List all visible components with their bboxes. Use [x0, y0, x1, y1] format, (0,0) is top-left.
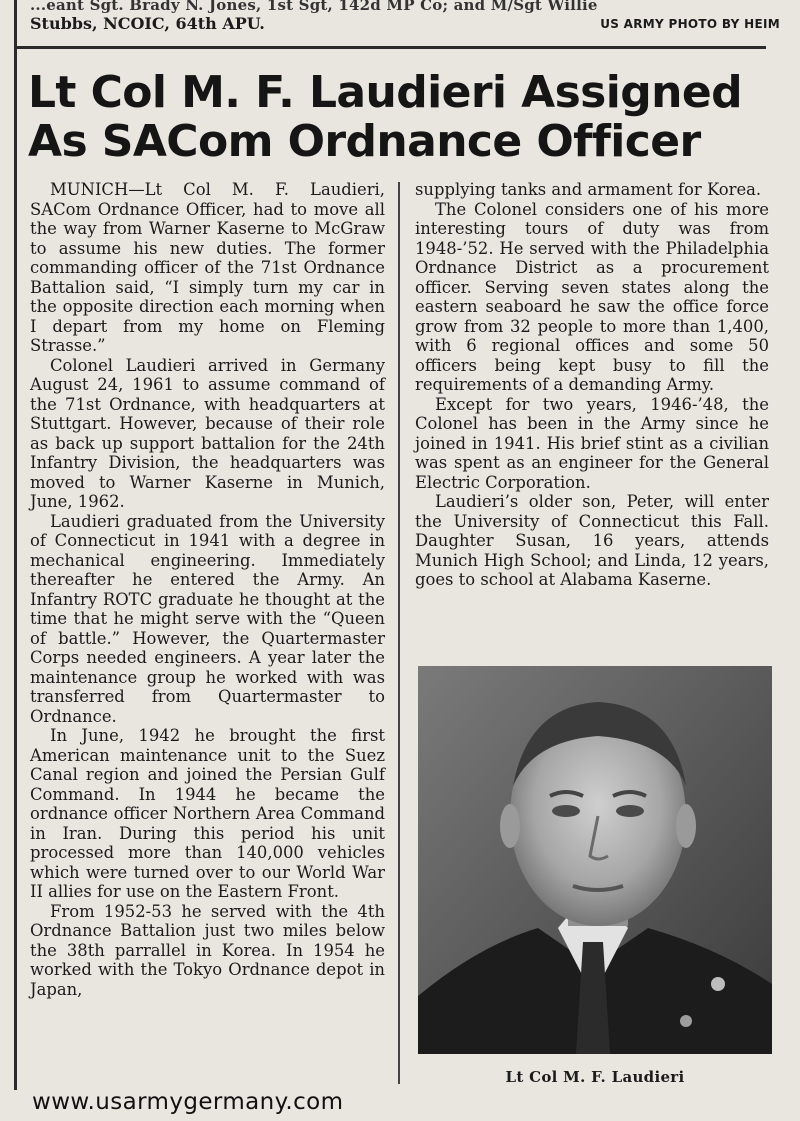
previous-photo-caption	[30, 0, 790, 36]
headline-line-2: As SACom Ordnance Officer	[28, 116, 701, 167]
caption-line-1: ...eant Sgt. Brady N. Jones, 1st Sgt, 142d MP Co; and M/Sgt Willie	[30, 0, 598, 14]
portrait-photo	[418, 666, 772, 1054]
photo-credit: US ARMY PHOTO BY HEIM	[600, 17, 780, 31]
paragraph: Colonel Laudieri arrived in Germany August 24, 1961 to assume command of the 71st Ordnance, with headquarters at Stuttgart. However, because of their role as back up support battalion for the 24th Infantry Division, the headquarters was moved to Warner Kaserne in Munich, June, 1962.	[30, 355, 385, 511]
paragraph: Laudieri graduated from the University of Connecticut in 1941 with a degree in mechanical engineering. Immediately thereafter he entered the Army. An Infantry ROTC graduate he thought at the time that he might serve with the “Queen of battle.” However, the Quartermaster Corps needed engineers. A year later the maintenance group he worked with was transferred from Quartermaster to Ordnance.	[30, 511, 385, 726]
article-right-column	[415, 180, 769, 590]
portrait-illustration	[418, 666, 772, 1054]
paragraph: Except for two years, 1946-’48, the Colonel has been in the Army since he joined in 1941. His brief stint as a civilian was spent as an engineer for the General Electric Corporation.	[415, 394, 769, 492]
article-left-column	[30, 180, 385, 999]
paragraph: supplying tanks and armament for Korea.	[415, 180, 762, 199]
site-watermark: www.usarmygermany.com	[32, 1089, 344, 1115]
section-divider	[14, 46, 766, 49]
paragraph: From 1952-53 he served with the 4th Ordnance Battalion just two miles below the 38th parrallel in Korea. In 1954 he worked with the Tokyo Ordnance depot in Japan,	[30, 901, 385, 999]
photo-caption: Lt Col M. F. Laudieri	[505, 1068, 685, 1086]
caption-line-2: Stubbs, NCOIC, 64th APU.	[30, 14, 265, 33]
column-rule	[398, 182, 400, 1084]
paragraph: Laudieri’s older son, Peter, will enter the University of Connecticut this Fall. Daughter Susan, 16 years, attends Munich High School; and Linda, 12 years, goes to school at Alabama Kaserne.	[415, 492, 769, 589]
paragraph: MUNICH—Lt Col M. F. Laudieri, SACom Ordnance Officer, had to move all the way from Warner Kaserne to McGraw to assume his new duties. The former commanding officer of the 71st Ordnance Battalion said, “I simply turn my car in the opposite direction each morning when I depart from my home on Fleming Strasse.”	[30, 180, 385, 355]
headline-line-1: Lt Col M. F. Laudieri Assigned	[28, 67, 742, 118]
left-column-rule	[14, 0, 17, 1090]
paragraph: In June, 1942 he brought the first American maintenance unit to the Suez Canal region and joined the Persian Gulf Command. In 1944 he became the ordnance officer Northern Area Command in Iran. During this period his unit processed more than 140,000 vehicles which were turned over to our World War II allies for use on the Eastern Front.	[30, 726, 385, 901]
article-headline	[28, 68, 778, 166]
paragraph: The Colonel considers one of his more interesting tours of duty was from 1948-’52. He served with the Philadelphia Ordnance District as a procurement officer. Serving seven states along the eastern seaboard he saw the office force grow from 32 people to more than 1,400, with 6 regional offices and some 50 officers being kept busy to fill the requirements of a demanding Army.	[415, 199, 769, 394]
